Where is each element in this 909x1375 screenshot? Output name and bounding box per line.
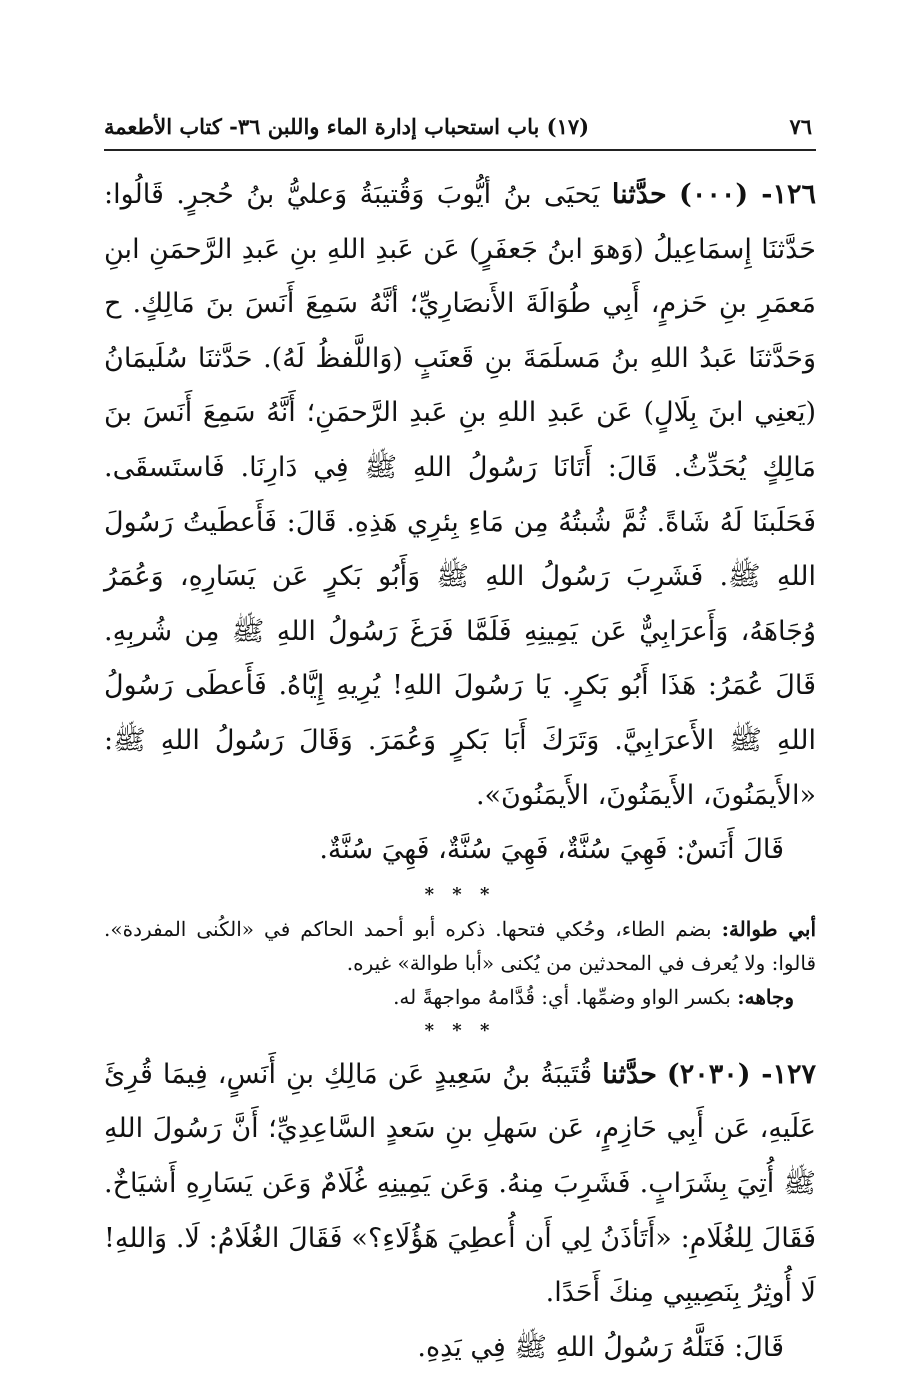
hadith-127-closing: قَالَ: فَتَلَّهُ رَسُولُ اللهِ ﷺ فِي يَدِهِ. [417, 1331, 784, 1363]
hadith-126-isnad: حدَّثنا [611, 179, 667, 210]
note-2 [104, 980, 816, 1014]
running-header [104, 106, 812, 146]
page-body [104, 168, 816, 1375]
hadith-126 [104, 168, 816, 878]
hadith-126-number: ١٢٦- (٠٠٠) [679, 179, 816, 210]
running-title: (١٧) باب استحباب إدارة الماء واللبن ٣٦- كتاب الأطعمة [104, 113, 590, 139]
section-separator-2: * * * [424, 1019, 496, 1041]
glossary-notes [104, 912, 816, 1014]
hadith-127-text [104, 1048, 816, 1321]
section-separator: * * * [424, 883, 496, 905]
hadith-127 [104, 1048, 816, 1375]
note-2-text: بكسر الواو وضمِّها. أي: قُدَّامهُ مواجهةً له. [393, 984, 731, 1009]
hadith-126-closing: قَالَ أَنَسٌ: فَهِيَ سُنَّةٌ، فَهِيَ سُنَّةٌ، فَهِيَ سُنَّةٌ. [319, 834, 784, 866]
hadith-127-closing-para [104, 1321, 816, 1375]
hadith-126-body: يَحيَى بنُ أيُّوبَ وَقُتيبَةُ وَعليُّ بنُ حُجرٍ. قَالُوا: حَدَّثنَا إِسمَاعِيلُ (وَهوَ ابنُ جَعفَرٍ) عَن عَبدِ اللهِ بنِ عَبدِ الرَّحمَنِ ابنِ مَعمَرِ بنِ حَزمٍ، أَبِي طُوَالَةَ الأَنصَارِيِّ؛ أنَّهُ سَمِعَ أَنَسَ بنَ مَالِكٍ. ح وَحَدَّثنَا عَبدُ اللهِ بنُ مَسلَمَةَ بنِ قَعنَبٍ (وَاللَّفظُ لَهُ). حَدَّثنَا سُلَيمَانُ (يَعنِي ابنَ بِلَالٍ) عَن عَبدِ اللهِ بنِ عَبدِ الرَّحمَنِ؛ أَنَّهُ سَمِعَ أَنَسَ بنَ مَالِكٍ يُحَدِّثُ. قَالَ: أَتَانَا رَسُولُ اللهِ ﷺ فِي دَارِنَا. فَاستَسقَى. فَحَلَبنَا لَهُ شَاةً. ثُمَّ شُبتُهُ مِن مَاءِ بِئرِي هَذِهِ. قَالَ: فَأَعطَيتُ رَسُولَ اللهِ ﷺ. فَشَرِبَ رَسُولُ اللهِ ﷺ وَأَبُو بَكرٍ عَن يَسَارِهِ، وَعُمَرُ وُجَاهَهُ، وَأَعرَابِيٌّ عَن يَمِينِهِ فَلَمَّا فَرَغَ رَسُولُ اللهِ ﷺ مِن شُربِهِ. قَالَ عُمَرُ: هَذَا أَبُو بَكرٍ. يَا رَسُولَ اللهِ! يُرِيهِ إِيَّاهُ. فَأَعطَى رَسُولُ اللهِ ﷺ الأَعرَابِيَّ. وَتَرَكَ أَبَا بَكرٍ وَعُمَرَ. وَقَالَ رَسُولُ اللهِ ﷺ: «الأَيمَنُونَ، الأَيمَنُونَ، الأَيمَنُونَ». [104, 179, 816, 811]
header-rule [104, 149, 816, 151]
note-1-text: بضم الطاء، وحُكي فتحها. ذكره أبو أحمد الحاكم في «الكُنى المفردة». قالوا: ولا يُعرف في المحدثين من يُكنى «أبا طوالة» غيره. [104, 916, 816, 975]
hadith-126-closing-para [104, 823, 816, 878]
hadith-127-isnad: حدَّثنا [602, 1058, 657, 1090]
hadith-127-number: ١٢٧- (٢٠٣٠) [666, 1058, 817, 1090]
hadith-126-text [104, 168, 816, 823]
note-1-term: أبي طوالة: [721, 916, 816, 941]
hadith-127-body: قُتَيبَةُ بنُ سَعِيدٍ عَن مَالِكِ بنِ أَنَسٍ، فِيمَا قُرِئَ عَلَيهِ، عَن أَبِي حَازِمٍ، عَن سَهلِ بنِ سَعدٍ السَّاعِدِيِّ؛ أَنَّ رَسُولَ اللهِ ﷺ أُتِيَ بِشَرَابٍ. فَشَرِبَ مِنهُ. وَعَن يَمِينِهِ غُلَامٌ وَعَن يَسَارِهِ أَشيَاخٌ. فَقَالَ لِلغُلَامِ: «أَتَأذَنُ لِي أَن أُعطِيَ هَؤُلَاءِ؟» فَقَالَ الغُلَامُ: لَا. وَاللهِ! لَا أُوثِرُ بِنَصِيبِي مِنكَ أَحَدًا. [104, 1058, 816, 1309]
note-1 [104, 912, 816, 980]
page-number: ٧٦ [789, 113, 812, 139]
note-2-term: وجاهه: [737, 984, 794, 1009]
